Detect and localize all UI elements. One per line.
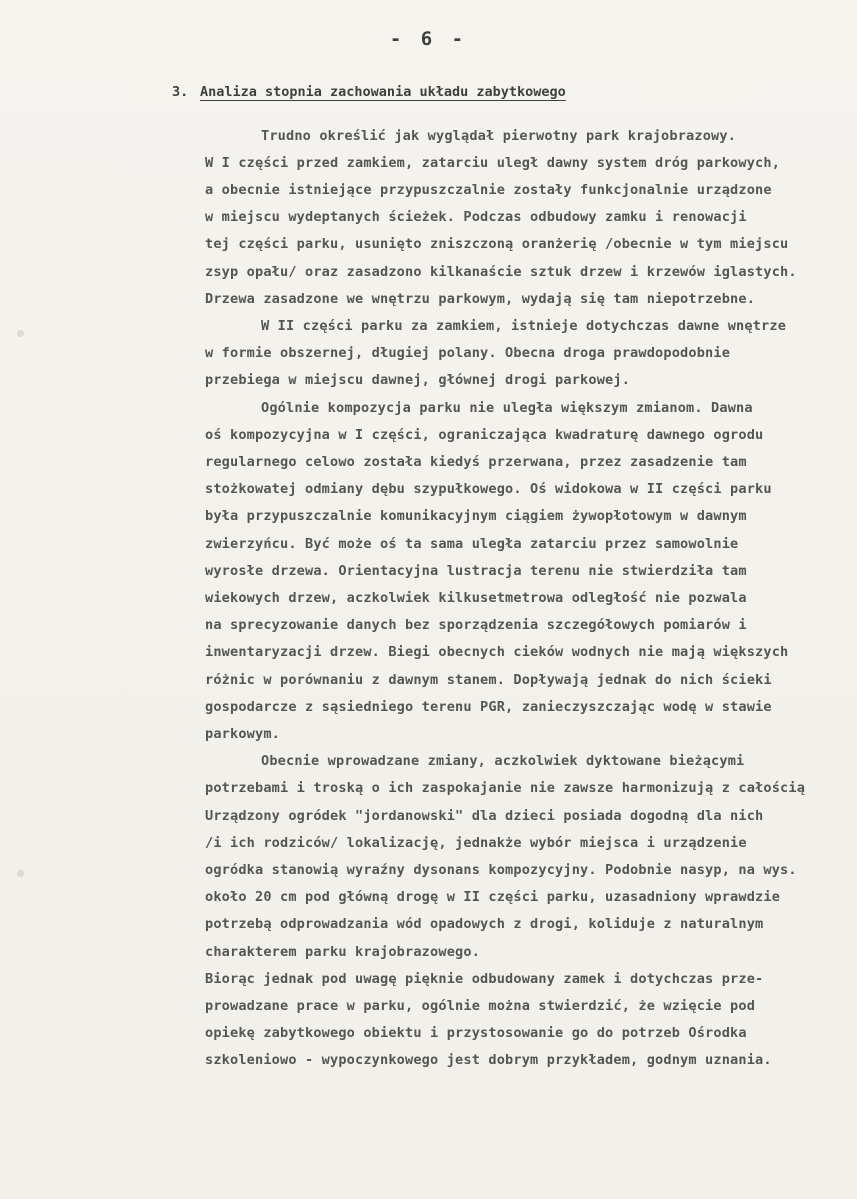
text-line: około 20 cm pod główną drogę w II części parku, uzasadniony wprawdzie — [205, 889, 781, 905]
text-line: Urządzony ogródek "jordanowski" dla dzieci posiada dogodną dla nich — [205, 808, 764, 824]
text-line: potrzebą odprowadzania wód opadowych z drogi, koliduje z naturalnym — [205, 916, 764, 932]
text-line: wyrosłe drzewa. Orientacyjna lustracja terenu nie stwierdziła tam — [205, 563, 747, 579]
text-line: prowadzane prace w parku, ogólnie można stwierdzić, że wzięcie pod — [205, 998, 756, 1014]
text-line: różnic w porównaniu z dawnym stanem. Dopływają jednak do nich ścieki — [205, 672, 772, 688]
text-line: wiekowych drzew, aczkolwiek kilkusetmetrowa odległość nie pozwala — [205, 590, 747, 606]
text-line: zwierzyńcu. Być może oś ta sama uległa zatarciu przez samowolnie — [205, 536, 739, 552]
punch-hole — [17, 870, 24, 877]
text-line: oś kompozycyjna w I części, ograniczająca kwadraturę dawnego ogrodu — [205, 427, 764, 443]
text-line: Trudno określić jak wyglądał pierwotny park krajobrazowy. — [261, 128, 737, 144]
text-line: przebiega w miejscu dawnej, głównej drogi parkowej. — [205, 372, 631, 388]
text-line: Biorąc jednak pod uwagę pięknie odbudowany zamek i dotychczas prze- — [205, 971, 764, 987]
text-line: zsyp opału/ oraz zasadzono kilkanaście sztuk drzew i krzewów iglastych. — [205, 264, 797, 280]
text-line: W II części parku za zamkiem, istnieje dotychczas dawne wnętrze — [261, 318, 787, 334]
text-line: regularnego celowo została kiedyś przerwana, przez zasadzenie tam — [205, 454, 747, 470]
text-line: w miejscu wydeptanych ścieżek. Podczas odbudowy zamku i renowacji — [205, 209, 747, 225]
section-heading — [172, 84, 566, 100]
page-number: - 6 - — [389, 28, 468, 50]
text-line: szkoleniowo - wypoczynkowego jest dobrym przykładem, godnym uznania. — [205, 1052, 772, 1068]
text-line: w formie obszernej, długiej polany. Obecna droga prawdopodobnie — [205, 345, 731, 361]
text-line: Drzewa zasadzone we wnętrzu parkowym, wydają się tam niepotrzebne. — [205, 291, 756, 307]
text-line: tej części parku, usunięto zniszczoną oranżerię /obecnie w tym miejscu — [205, 236, 789, 252]
text-line: potrzebami i troską o ich zaspokajanie nie zawsze harmonizują z całością — [205, 780, 806, 796]
text-line: gospodarcze z sąsiedniego terenu PGR, zanieczyszczając wodę w stawie — [205, 699, 772, 715]
text-line: stożkowatej odmiany dębu szypułkowego. Oś widokowa w II części parku — [205, 481, 772, 497]
text-line: ogródka stanowią wyraźny dysonans kompozycyjny. Podobnie nasyp, na wys. — [205, 862, 797, 878]
text-line: na sprecyzowanie danych bez sporządzenia szczegółowych pomiarów i — [205, 617, 747, 633]
section-number: 3. — [172, 84, 189, 100]
text-line: W I części przed zamkiem, zatarciu uległ dawny system dróg parkowych, — [205, 155, 781, 171]
text-line: opiekę zabytkowego obiektu i przystosowanie go do potrzeb Ośrodka — [205, 1025, 747, 1041]
section-title: Analiza stopnia zachowania układu zabytkowego — [200, 84, 566, 100]
text-line: parkowym. — [205, 726, 281, 742]
text-line: a obecnie istniejące przypuszczalnie zostały funkcjonalnie urządzone — [205, 182, 772, 198]
text-line: /i ich rodziców/ lokalizację, jednakże wybór miejsca i urządzenie — [205, 835, 747, 851]
punch-hole — [17, 330, 24, 337]
text-line: Obecnie wprowadzane zmiany, aczkolwiek dyktowane bieżącymi — [261, 753, 745, 769]
text-line: inwentaryzacji drzew. Biegi obecnych cieków wodnych nie mają większych — [205, 644, 789, 660]
text-line: Ogólnie kompozycja parku nie uległa większym zmianom. Dawna — [261, 400, 753, 416]
text-line: charakterem parku krajobrazowego. — [205, 944, 481, 960]
text-line: była przypuszczalnie komunikacyjnym ciągiem żywopłotowym w dawnym — [205, 508, 747, 524]
